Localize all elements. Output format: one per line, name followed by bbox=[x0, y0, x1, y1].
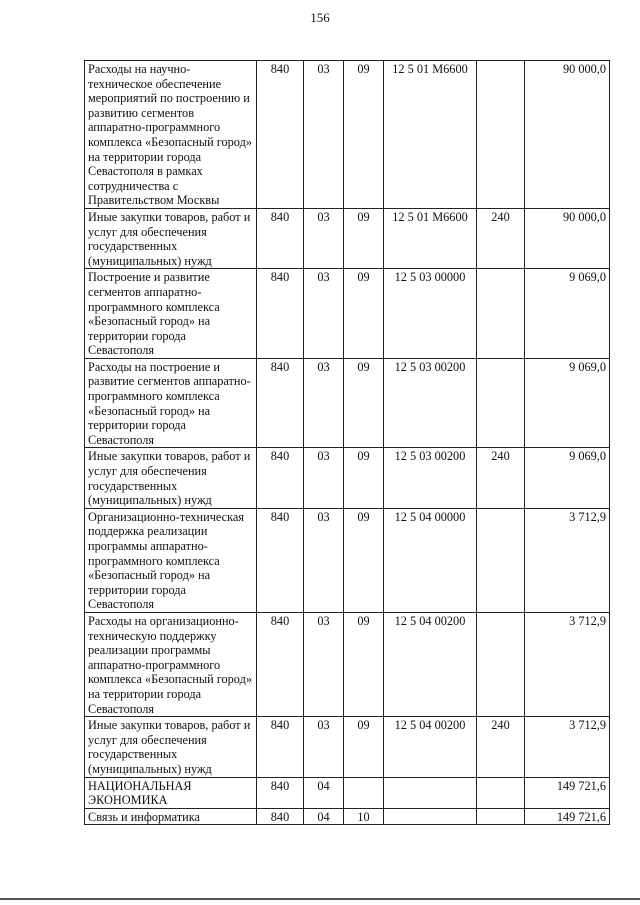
row-rz: 04 bbox=[304, 777, 344, 808]
row-sum: 9 069,0 bbox=[525, 448, 610, 508]
row-sum: 149 721,6 bbox=[525, 808, 610, 825]
row-csr bbox=[384, 808, 477, 825]
row-csr: 12 5 03 00000 bbox=[384, 269, 477, 359]
row-rz: 03 bbox=[304, 717, 344, 777]
row-sum: 90 000,0 bbox=[525, 208, 610, 268]
row-pr: 09 bbox=[344, 358, 384, 448]
row-csr: 12 5 04 00200 bbox=[384, 717, 477, 777]
table-row bbox=[85, 448, 610, 508]
row-name: Связь и информатика bbox=[85, 808, 257, 825]
row-name: Расходы на научно-техническое обеспечение мероприятий по построению и развитию сегментов аппаратно-программного комплекса «Безопасный город» на территории города Севастополя в рамках сотрудничества с Правительством Москвы bbox=[85, 61, 257, 209]
row-rz: 03 bbox=[304, 208, 344, 268]
row-sum: 3 712,9 bbox=[525, 612, 610, 716]
row-sum: 149 721,6 bbox=[525, 777, 610, 808]
table-row bbox=[85, 808, 610, 825]
table-row bbox=[85, 208, 610, 268]
row-ved: 840 bbox=[257, 448, 304, 508]
row-name: Иные закупки товаров, работ и услуг для обеспечения государственных (муниципальных) нужд bbox=[85, 717, 257, 777]
row-csr: 12 5 03 00200 bbox=[384, 448, 477, 508]
row-rz: 03 bbox=[304, 508, 344, 612]
row-name: Организационно-техническая поддержка реализации программы аппаратно-программного комплекса «Безопасный город» на территории города Севастополя bbox=[85, 508, 257, 612]
row-ved: 840 bbox=[257, 717, 304, 777]
row-sum: 9 069,0 bbox=[525, 269, 610, 359]
row-csr: 12 5 04 00200 bbox=[384, 612, 477, 716]
table-row bbox=[85, 61, 610, 209]
table-row bbox=[85, 269, 610, 359]
row-ved: 840 bbox=[257, 358, 304, 448]
row-csr: 12 5 03 00200 bbox=[384, 358, 477, 448]
budget-table bbox=[84, 60, 610, 825]
row-vr: 240 bbox=[477, 717, 525, 777]
row-ved: 840 bbox=[257, 777, 304, 808]
row-name: Расходы на организационно-техническую поддержку реализации программы аппаратно-программного комплекса «Безопасный город» на территории города Севастополя bbox=[85, 612, 257, 716]
row-sum: 3 712,9 bbox=[525, 717, 610, 777]
row-csr: 12 5 01 М6600 bbox=[384, 61, 477, 209]
row-vr bbox=[477, 612, 525, 716]
row-csr bbox=[384, 777, 477, 808]
row-vr bbox=[477, 358, 525, 448]
row-name: Расходы на построение и развитие сегментов аппаратно-программного комплекса «Безопасный город» на территории города Севастополя bbox=[85, 358, 257, 448]
row-vr: 240 bbox=[477, 208, 525, 268]
row-ved: 840 bbox=[257, 612, 304, 716]
row-pr: 09 bbox=[344, 448, 384, 508]
row-vr bbox=[477, 269, 525, 359]
row-ved: 840 bbox=[257, 269, 304, 359]
row-name: Построение и развитие сегментов аппаратно-программного комплекса «Безопасный город» на территории города Севастополя bbox=[85, 269, 257, 359]
row-pr: 09 bbox=[344, 269, 384, 359]
row-rz: 04 bbox=[304, 808, 344, 825]
row-sum: 3 712,9 bbox=[525, 508, 610, 612]
page-edge-divider bbox=[0, 898, 640, 900]
row-rz: 03 bbox=[304, 269, 344, 359]
row-csr: 12 5 01 М6600 bbox=[384, 208, 477, 268]
row-ved: 840 bbox=[257, 808, 304, 825]
row-ved: 840 bbox=[257, 508, 304, 612]
row-vr bbox=[477, 777, 525, 808]
row-vr bbox=[477, 508, 525, 612]
table-row bbox=[85, 508, 610, 612]
row-sum: 90 000,0 bbox=[525, 61, 610, 209]
row-name: Иные закупки товаров, работ и услуг для обеспечения государственных (муниципальных) нужд bbox=[85, 208, 257, 268]
row-vr bbox=[477, 61, 525, 209]
row-sum: 9 069,0 bbox=[525, 358, 610, 448]
row-vr: 240 bbox=[477, 448, 525, 508]
row-name: НАЦИОНАЛЬНАЯ ЭКОНОМИКА bbox=[85, 777, 257, 808]
row-rz: 03 bbox=[304, 61, 344, 209]
row-pr: 09 bbox=[344, 508, 384, 612]
page-number: 156 bbox=[310, 10, 330, 25]
row-rz: 03 bbox=[304, 358, 344, 448]
row-pr: 09 bbox=[344, 208, 384, 268]
row-rz: 03 bbox=[304, 612, 344, 716]
row-pr bbox=[344, 777, 384, 808]
row-csr: 12 5 04 00000 bbox=[384, 508, 477, 612]
table-row bbox=[85, 358, 610, 448]
row-name: Иные закупки товаров, работ и услуг для обеспечения государственных (муниципальных) нужд bbox=[85, 448, 257, 508]
row-ved: 840 bbox=[257, 208, 304, 268]
table-row bbox=[85, 612, 610, 716]
row-vr bbox=[477, 808, 525, 825]
row-pr: 10 bbox=[344, 808, 384, 825]
table-row bbox=[85, 717, 610, 777]
row-pr: 09 bbox=[344, 61, 384, 209]
row-ved: 840 bbox=[257, 61, 304, 209]
row-pr: 09 bbox=[344, 612, 384, 716]
row-pr: 09 bbox=[344, 717, 384, 777]
row-rz: 03 bbox=[304, 448, 344, 508]
table-row bbox=[85, 777, 610, 808]
